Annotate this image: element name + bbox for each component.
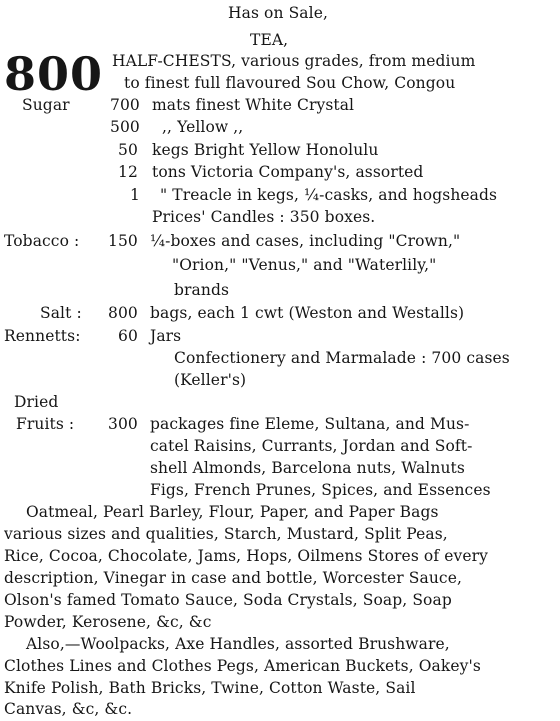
confectionery-line-1: Confectionery and Marmalade : 700 cases [174,349,510,367]
also-line-0: Also,—Woolpacks, Axe Handles, assorted Brushware, [26,635,450,653]
sugar-text-1: ,, Yellow ,, [162,118,244,136]
also-line-1: Clothes Lines and Clothes Pegs, American Buckets, Oakey's [4,657,481,675]
sugar-qty-2: 50 [118,141,138,159]
sugar-text-2: kegs Bright Yellow Honolulu [152,141,379,159]
salt-qty: 800 [108,304,138,322]
dried-line-1: catel Raisins, Currants, Jordan and Soft- [150,437,473,455]
rennetts-qty: 60 [118,327,138,345]
dried-label-2: Fruits : [16,415,75,433]
dried-line-0: packages fine Eleme, Sultana, and Mus- [150,415,470,433]
sugar-qty-3: 12 [118,163,138,181]
groceries-line-1: various sizes and qualities, Starch, Mustard, Split Peas, [4,525,448,543]
tea-quantity: 800 [4,47,104,101]
tea-line-1: HALF-CHESTS, various grades, from medium [112,52,476,70]
groceries-line-4: Olson's famed Tomato Sauce, Soda Crystals, Soap, Soap [4,591,452,609]
groceries-line-3: description, Vinegar in case and bottle, Worcester Sauce, [4,569,463,587]
sugar-text-4: " Treacle in kegs, ¼-casks, and hogsheads [160,186,498,204]
sugar-label: Sugar [22,96,70,114]
groceries-line-5: Powder, Kerosene, &c, &c [4,613,212,631]
tobacco-line-1: ¼-boxes and cases, including "Crown," [150,232,461,250]
sugar-text-0: mats finest White Crystal [152,96,355,114]
sugar-qty-1: 500 [110,118,140,136]
tobacco-label: Tobacco : [4,232,80,250]
rennetts-label: Rennetts: [4,327,81,345]
tobacco-qty: 150 [108,232,138,250]
candles-line: Prices' Candles : 350 boxes. [152,208,376,226]
salt-text: bags, each 1 cwt (Weston and Westalls) [150,304,465,322]
tobacco-line-3: brands [174,281,230,299]
rennetts-text: Jars [150,327,182,345]
salt-label: Salt : [40,304,82,322]
sugar-text-3: tons Victoria Company's, assorted [152,163,424,181]
tobacco-line-2: "Orion," "Venus," and "Waterlily," [172,256,437,274]
groceries-line-0: Oatmeal, Pearl Barley, Flour, Paper, and Paper Bags [26,503,439,521]
sugar-qty-4: 1 [130,186,140,204]
dried-line-3: Figs, French Prunes, Spices, and Essences [150,481,491,499]
also-line-2: Knife Polish, Bath Bricks, Twine, Cotton Waste, Sail [4,679,416,697]
dried-qty: 300 [108,415,138,433]
tea-line-2: to finest full flavoured Sou Chow, Congou [124,74,456,92]
confectionery-line-2: (Keller's) [174,371,247,389]
dried-label-1: Dried [14,393,59,411]
also-line-3: Canvas, &c, &c. [4,700,133,718]
heading-has-on-sale: Has on Sale, [228,4,328,22]
heading-tea: TEA, [250,31,289,49]
dried-line-2: shell Almonds, Barcelona nuts, Walnuts [150,459,465,477]
groceries-line-2: Rice, Cocoa, Chocolate, Jams, Hops, Oilmens Stores of every [4,547,488,565]
sugar-qty-0: 700 [110,96,140,114]
